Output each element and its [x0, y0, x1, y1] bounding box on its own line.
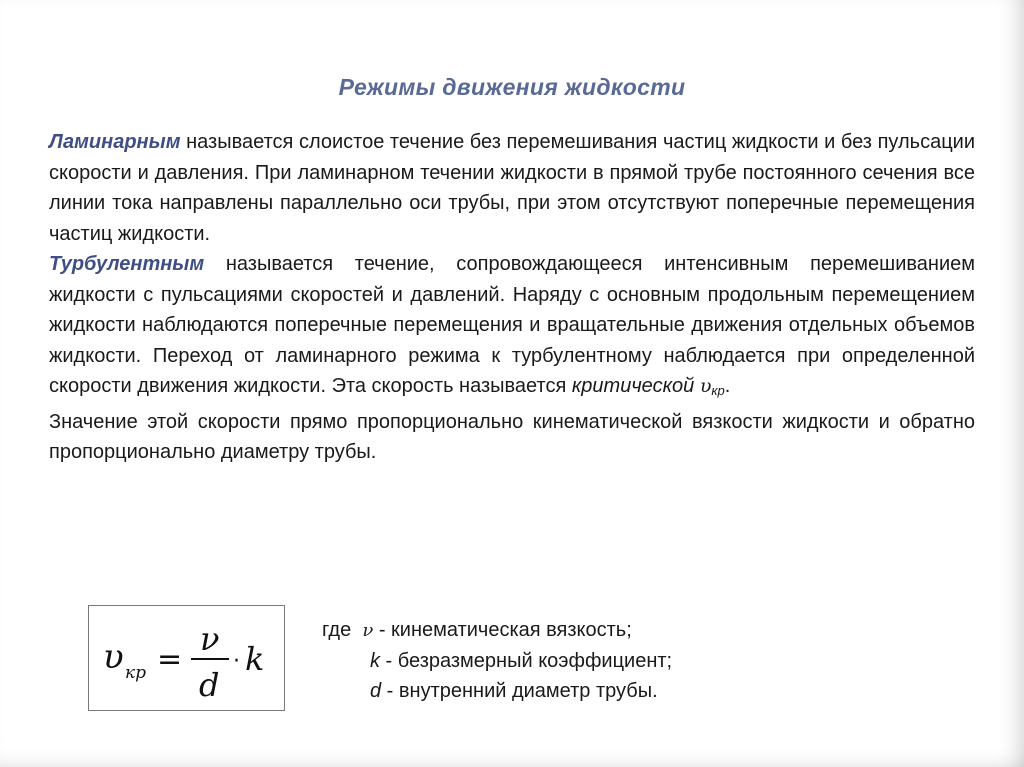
legend-symbol: ν	[362, 620, 374, 641]
term-laminar: Ламинарным	[49, 131, 181, 153]
critical-velocity-symbol: υ	[699, 375, 712, 397]
legend-row	[322, 615, 672, 646]
laminar-definition: называется слоистое течение без перемешивания частиц жидкости и без пульсации скорости и давления. При ламинарном течении жидкости в прямой трубе постоянного сечения все линии тока направлены параллельно оси трубы, при этом отсутствуют поперечные перемещения частиц жидкости.	[49, 131, 975, 245]
turbulent-definition: называется течение, сопровождающееся интенсивным перемешиванием жидкости с пульсациями скоростей и давлений. Наряду с основным продольным перемещением жидкости наблюдаются поперечные перемещения и вращательные движения отдельных объемов жидкости. Переход от ламинарного режима к турбулентному наблюдается при определенной скорости движения жидкости. Эта скорость называется	[49, 253, 975, 397]
legend-row	[322, 676, 672, 706]
paragraph-proportionality: Значение этой скорости прямо пропорционально кинематической вязкости жидкости и обратно пропорционально диаметру трубы.	[49, 410, 975, 463]
turbulent-end: .	[724, 375, 731, 397]
legend-description: - внутренний диаметр трубы.	[381, 680, 658, 702]
body-text	[49, 127, 975, 468]
legend-row	[322, 646, 672, 676]
paragraph-turbulent	[49, 249, 975, 407]
formula-box	[88, 605, 285, 711]
critical-velocity-subscript: кр	[711, 383, 725, 398]
formula-legend	[322, 615, 672, 706]
formula-factor: k	[245, 640, 265, 678]
slide-title: Режимы движения жидкости	[338, 74, 686, 100]
term-turbulent: Турбулентным	[49, 253, 205, 275]
formula-lhs-subscript: кр	[125, 663, 147, 683]
formula-equals: =	[157, 642, 183, 677]
formula-dot: ·	[233, 649, 240, 674]
paragraph-laminar	[49, 127, 975, 249]
formula-numerator: ν	[200, 620, 220, 658]
legend-description: - кинематическая вязкость;	[373, 619, 632, 641]
critical-word: критической	[571, 375, 695, 397]
formula-denominator: d	[199, 666, 220, 704]
legend-symbol: d	[370, 680, 382, 702]
formula-lhs-symbol: υ	[103, 637, 124, 677]
legend-where: где	[322, 619, 352, 641]
legend-description: - безразмерный коэффициент;	[380, 650, 673, 672]
critical-velocity-formula	[89, 606, 286, 712]
legend-symbol: k	[370, 650, 380, 672]
